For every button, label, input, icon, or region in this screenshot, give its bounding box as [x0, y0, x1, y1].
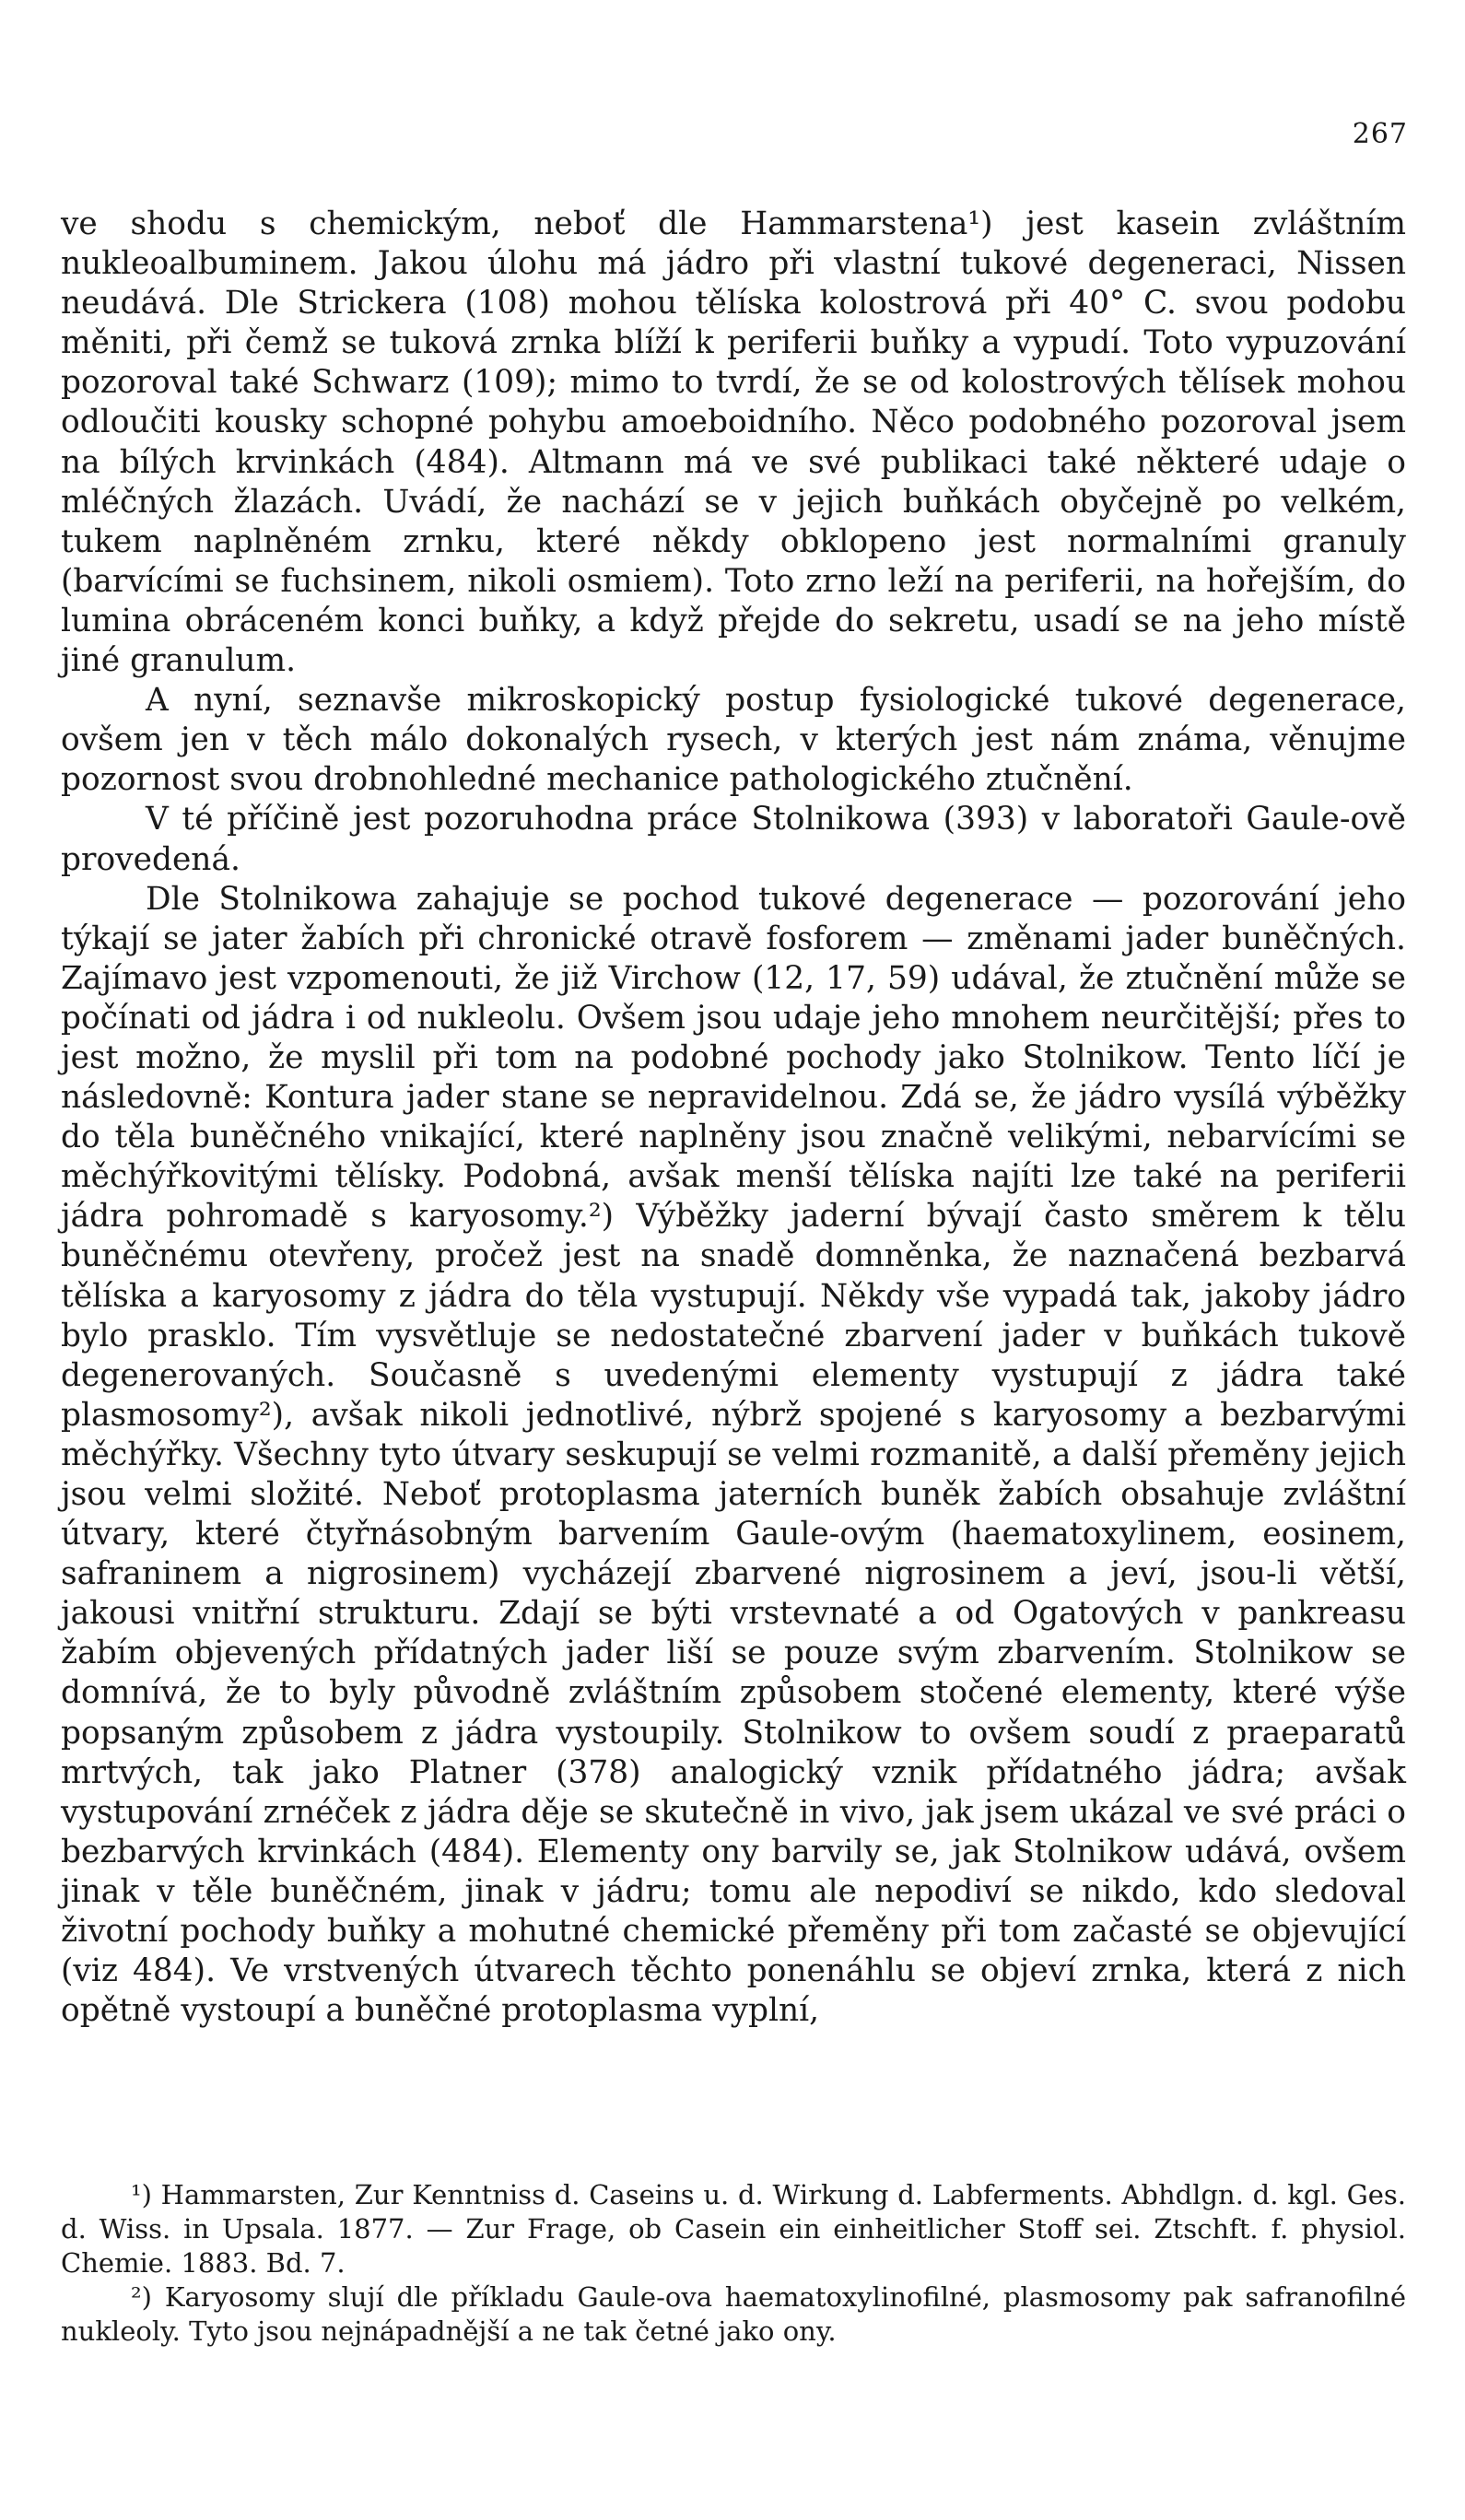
paragraph-2: A nyní, seznavše mikroskopický postup fysiologické tukové degenerace, ovšem jen v těch málo dokonalých rysech, v kterých jest nám známa, věnujme pozornost svou drobnohledné mechanice pathologického ztučnění.	[61, 682, 1406, 799]
paragraph-3: V té příčině jest pozoruhodna práce Stolnikowa (393) v laboratoři Gaule-ově provedená.	[61, 801, 1406, 878]
main-text	[61, 205, 1406, 2031]
page-number: 267	[1352, 118, 1408, 150]
footnote-1: ¹) Hammarsten, Zur Kenntniss d. Caseins u. d. Wirkung d. Labferments. Abhdlgn. d. kgl. Ges. d. Wiss. in Upsala. 1877. — Zur Frage, ob Casein ein einheitlicher Stoff sei. Ztschft. f. physiol. Chemie. 1883. Bd. 7.	[61, 2179, 1406, 2279]
footnote-2: ²) Karyosomy slují dle příkladu Gaule-ova haematoxylinofilné, plasmosomy pak safranofilné nukleoly. Tyto jsou nejnápadnější a ne tak četné jako ony.	[61, 2281, 1406, 2347]
paragraph-1: ve shodu s chemickým, neboť dle Hammarstena¹) jest kasein zvláštním nukleoalbuminem. Jakou úlohu má jádro při vlastní tukové degeneraci, Nissen neudává. Dle Strickera (108) mohou tělíska kolostrová při 40° C. svou podobu měniti, při čemž se tuková zrnka blíží k periferii buňky a vypudí. Toto vypuzování pozoroval také Schwarz (109); mimo to tvrdí, že se od kolostrových tělísek mohou odloučiti kousky schopné pohybu amoeboidního. Něco podobného pozoroval jsem na bílých krvinkách (484). Altmann má ve své publikaci také některé udaje o mléčných žlazách. Uvádí, že nachází se v jejich buňkách obyčejně po velkém, tukem naplněném zrnku, které někdy obklopeno jest normalními granuly (barvícími se fuchsinem, nikoli osmiem). Toto zrno leží na periferii, na hořejším, do lumina obráceném konci buňky, a když přejde do sekretu, usadí se na jeho místě jiné granulum.	[61, 205, 1406, 680]
paragraph-4: Dle Stolnikowa zahajuje se pochod tukové degenerace — pozorování jeho týkají se jater žabích při chronické otravě fosforem — změnami jader buněčných. Zajímavo jest vzpomenouti, že již Virchow (12, 17, 59) udával, že ztučnění může se počínati od jádra i od nukleolu. Ovšem jsou udaje jeho mnohem neurčitější; přes to jest možno, že myslil při tom na podobné pochody jako Stolnikow. Tento líčí je následovně: Kontura jader stane se nepravidelnou. Zdá se, že jádro vysílá výběžky do těla buněčného vnikající, které naplněny jsou značně velikými, nebarvícími se měchýřkovitými tělísky. Podobná, avšak menší tělíska najíti lze také na periferii jádra pohromadě s karyosomy.²) Výběžky jaderní bývají často směrem k tělu buněčnému otevřeny, pročež jest na snadě domněnka, že naznačená bezbarvá tělíska a karyosomy z jádra do těla vystupují. Někdy vše vypadá tak, jakoby jádro bylo prasklo. Tím vysvětluje se nedostatečné zbarvení jader v buňkách tukově degenerovaných. Současně s uvedenými elementy vystupují z jádra také plasmosomy²), avšak nikoli jednotlivé, nýbrž spojené s karyosomy a bezbarvými měchýřky. Všechny tyto útvary seskupují se velmi rozmanitě, a další přeměny jejich jsou velmi složité. Neboť protoplasma jaterních buněk žabích obsahuje zvláštní útvary, které čtyřnásobným barvením Gaule-ovým (haematoxylinem, eosinem, safraninem a nigrosinem) vycházejí zbarvené nigrosinem a jeví, jsou-li větší, jakousi vnitřní strukturu. Zdají se býti vrstevnaté a od Ogatových v pankreasu žabím objevených přídatných jader liší se pouze svým zbarvením. Stolnikow se domnívá, že to byly původně zvláštním způsobem stočené elementy, které výše popsaným způsobem z jádra vystoupily. Stolnikow to ovšem soudí z praeparatů mrtvých, tak jako Platner (378) analogický vznik přídatného jádra; avšak vystupování zrnéček z jádra děje se skutečně in vivo, jak jsem ukázal ve své práci o bezbarvých krvinkách (484). Elementy ony barvily se, jak Stolnikow udává, ovšem jinak v těle buněčném, jinak v jádru; tomu ale nepodiví se nikdo, kdo sledoval životní pochody buňky a mohutné chemické přeměny při tom začasté se objevující (viz 484). Ve vrstvených útvarech těchto ponenáhlu se objeví zrnka, která z nich opětně vystoupí a buněčné protoplasma vyplní,	[61, 880, 1406, 2030]
footnotes	[61, 2178, 1406, 2349]
